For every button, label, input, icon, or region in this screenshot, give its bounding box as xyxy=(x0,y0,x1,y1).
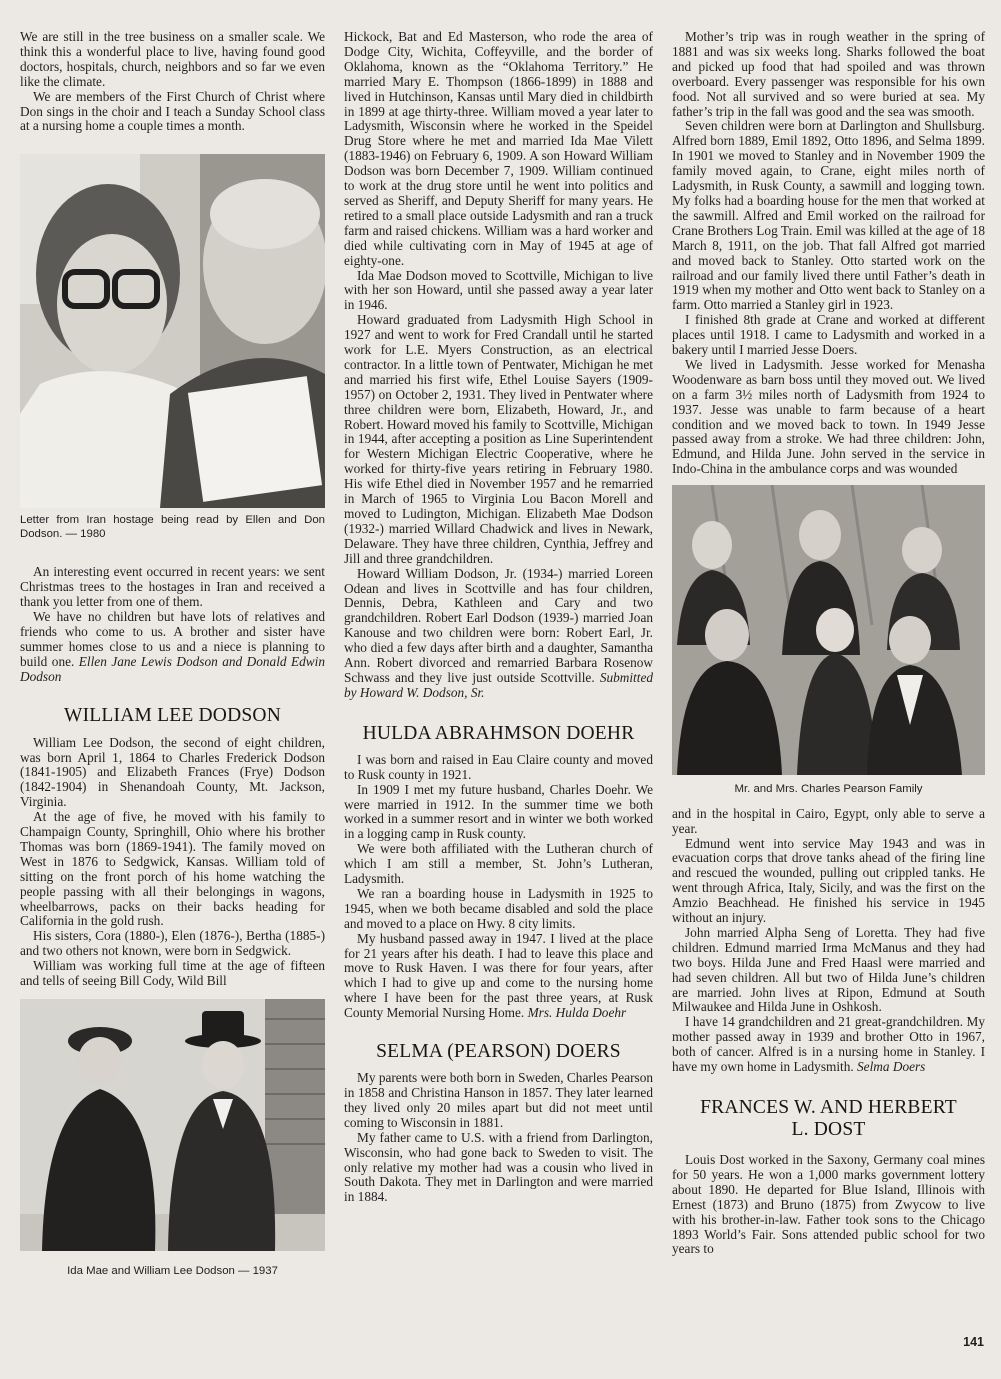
paragraph xyxy=(344,932,653,1021)
paragraph: His sisters, Cora (1880-), Elen (1876-), Bertha (1885-) and two others not known, were born in Sedgwick. xyxy=(20,928,325,959)
paragraph: We ran a boarding house in Ladysmith in 1925 to 1945, when we both became disabled and sold the place and moved to a place on Hwy. 8 city limits. xyxy=(344,885,653,931)
paragraph xyxy=(20,610,325,685)
paragraph: We are still in the tree business on a smaller scale. We think this a wonderful place to live, having found good doctors, hospitals, church, neighbors and so far we even like the climate. xyxy=(20,29,325,89)
paragraph: I was born and raised in Eau Claire county and moved to Rusk county in 1921. xyxy=(344,751,653,782)
column-3 xyxy=(672,30,985,1257)
signature: Mrs. Hulda Doehr xyxy=(527,1005,627,1021)
paragraph-text: We have no children but have lots of relatives and friends who come to us. A brother and sister have summer homes close to us and a niece is planning to build one. xyxy=(20,609,325,669)
photo-pearson-family xyxy=(672,485,985,775)
paragraph: William was working full time at the age of fifteen and tells of seeing Bill Cody, Wild Bill xyxy=(20,958,325,989)
paragraph-text: Howard William Dodson, Jr. (1934-) married Loreen Odean and lives in Scottville and has four children, Dennis, Debra, Kathleen and Cary and two grandchildren. Robert Earl Dodson (1939-) married Joan Kanouse and two children were born: Robert Earl, Jr. who died a few days after birth and a daughter, Samantha Ann. Robert divorced and remarried Barbara Rosenow Schwass and they live just outside Scottville. xyxy=(344,565,653,685)
photo-ida-mae-william-lee-dodson xyxy=(20,999,325,1251)
heading-frances-herbert-dost: FRANCES W. AND HERBERT L. DOST xyxy=(700,1097,957,1140)
column-2 xyxy=(344,30,653,1205)
paragraph: Howard graduated from Ladysmith High School in 1927 and went to work for Fred Crandall until he started work for L.E. Myers Construction, as an electrical contractor. In a little town of Pentwater, Michigan he met and married his first wife, Ethel Louise Sayers (1909-1957) on October 2, 1931. They lived in Pentwater where three children were born, Elizabeth, Howard, Jr., and Robert. Howard moved his family to Scottville, Michigan in 1944, after accepting a position as Line Superintendent for Western Michigan Electric Cooperative, where he worked for thirty-five years retiring in February 1980. His wife Ethel died in November 1957 and he remarried in March of 1965 to Virginia Lou Bacon Morell and moved to Ludington, Michigan. Elizabeth Mae Dodson (1932-) married Willard Chadwick and lives in Newark, Delaware. They have three children, Cynthia, Jeffrey and Jill and three grandchildren. xyxy=(344,312,653,566)
paragraph: Ida Mae Dodson moved to Scottville, Michigan to live with her son Howard, until she passed away a year later in 1946. xyxy=(344,267,653,313)
paragraph: We are members of the First Church of Christ where Don sings in the choir and I teach a Sunday School class at a nursing home a couple times a month. xyxy=(20,88,325,134)
paragraph xyxy=(344,567,653,701)
paragraph: An interesting event occurred in recent years: we sent Christmas trees to the hostages in Iran and received a thank you letter from one of them. xyxy=(20,564,325,610)
signature: Submitted by Howard W. Dodson, Sr. xyxy=(344,669,653,700)
paragraph: and in the hospital in Cairo, Egypt, only able to serve a year. xyxy=(672,805,985,836)
paragraph: At the age of five, he moved with his family to Champaign County, Springhill, Ohio where his brother Thomas was born (1869-1941). The family moved on West in 1876 to Sedgwick, Kansas. William told of sitting on the front porch of his home watching the people passing with all their belongings in wagons, wheelbarrows, packs on their backs heading for California in the gold rush. xyxy=(20,809,325,929)
paragraph: Mother’s trip was in rough weather in the spring of 1881 and was six weeks long. Sharks followed the boat and picked up food that had spoiled and was thrown overboard. Every passenger was responsible for his own food. Not all survived and so were buried at sea. My father’s trip in the fall was good and the sea was smooth. xyxy=(672,29,985,119)
photo-ellen-don-dodson xyxy=(20,154,325,508)
heading-william-lee-dodson: WILLIAM LEE DODSON xyxy=(64,704,281,726)
paragraph: In 1909 I met my future husband, Charles Doehr. We were married in 1912. In the summer time we both worked in a summer resort and in winter we both worked in a logging camp in Rusk county. xyxy=(344,781,653,842)
paragraph: Edmund went into service May 1943 and was in evacuation corps that drove tanks ahead of the firing line and rescued the wounded, pulling out crippled tanks. He went through Africa, Italy, Sicily, and was the first on the Amzio Beachhead. He finished his service in 1945 without an injury. xyxy=(672,835,985,926)
paragraph: Hickock, Bat and Ed Masterson, who rode the area of Dodge City, Wichita, Coffeyville, and the border of Oklahoma, known as the “Oklahoma Territory.” He married Mary E. Thompson (1866-1899) in 1888 and lived in Hutchinson, Kansas until Mary died in childbirth in 1899 at age thirty-three. William moved a year later to Ladysmith, Wisconsin where he worked in the Speidel Drug Store where he met and married Ida Mae Vilett (1883-1946) on February 6, 1909. A son Howard William Dodson was born December 7, 1909. William continued to work at the drug store until he went into politics and served as Sheriff, and Deputy Sheriff for many years. He retired to a small place outside Ladysmith and ran a truck farm and raised chickens. William was a hard worker and died while cultivating corn in May of 1945 at age of eighty-one. xyxy=(344,29,653,268)
paragraph: Seven children were born at Darlington and Shullsburg. Alfred born 1889, Emil 1892, Otto 1896, and Selma 1899. In 1901 we moved to Stanley and in November 1909 the family moved again, to Crane, eight miles north of Ladysmith, in Rusk County, a sawmill and logging town. My folks had a boarding house for the men that worked at the sawmill. Alfred and Emil worked on the railroad for Crane Brothers Log Train. Emil was killed at the age of 18 March 8, 1911, on the job. That fall Alfred got married and moved back to Stanley. Otto started work on the railroad and our family lived there until Father’s death in 1919 when my mother and Otto went back to Stanley on a farm. Otto married a Stanley girl in 1923. xyxy=(672,118,985,313)
photo-ellen-don-dodson-image xyxy=(20,154,325,508)
signature: Selma Doers xyxy=(857,1059,926,1075)
paragraph xyxy=(672,1015,985,1075)
paragraph: Louis Dost worked in the Saxony, Germany coal mines for 50 years. He won a 1,000 marks government lottery about 1890. He departed for Blue Island, Illinois with Ernest (1873) and Bruno (1875) from Zwycow to live with his brother-in-law. Father took sons to the Chicago 1893 World’s Fair. Sons attended public school for two years to xyxy=(672,1152,985,1257)
paragraph: William Lee Dodson, the second of eight children, was born April 1, 1864 to Charles Frederick Dodson (1841-1905) and Elizabeth Frances (Frye) Dodson (1842-1904) in Shenandoah County, Mt. Jackson, Virginia. xyxy=(20,734,325,810)
photo-caption: Letter from Iran hostage being read by Ellen and Don Dodson. — 1980 xyxy=(20,514,325,540)
paragraph: My parents were both born in Sweden, Charles Pearson in 1858 and Christina Hanson in 1857. They later learned they lived only 20 miles apart but did not meet until coming to Wisconsin in 1881. xyxy=(344,1070,653,1130)
column-1 xyxy=(20,30,325,1279)
photo-caption: Mr. and Mrs. Charles Pearson Family xyxy=(734,783,923,796)
paragraph: We lived in Ladysmith. Jesse worked for Menasha Woodenware as barn boss until they moved out. We lived on a farm 3½ miles north of Ladysmith from 1924 to 1937. Jesse was unable to farm because of a heart condition and we moved back to town. In 1949 Jesse passed away from a stroke. We had three children: John, Edmund, and Hilda June. John served in the service in Indo-China in the ambulance corps and was wounded xyxy=(672,356,985,477)
paragraph-text: I have 14 grandchildren and 21 great-grandchildren. My mother passed away in 1939 and brother Otto in 1967, both of cancer. Alfred is in a nursing home in Stanley. I have my own home in Ladysmith. xyxy=(672,1014,985,1075)
signature: Ellen Jane Lewis Dodson and Donald Edwin Dodson xyxy=(20,653,325,684)
paragraph: John married Alpha Seng of Loretta. They had five children. Edmund married Irma McManus and they had two boys. Hilda June and Fred Haasl were married and had seven children. All but two of Hilda June’s children are married. John lives at Ripon, Edmund at South Milwaukee and Hilda June in Oshkosh. xyxy=(672,924,985,1015)
photo-ida-mae-william-lee-dodson-image xyxy=(20,999,325,1251)
photo-caption: Ida Mae and William Lee Dodson — 1937 xyxy=(67,1265,278,1277)
paragraph: We were both affiliated with the Lutheran church of which I am still a member, St. John’s Lutheran, Ladysmith. xyxy=(344,841,653,887)
heading-selma-pearson-doers: SELMA (PEARSON) DOERS xyxy=(376,1041,621,1063)
heading-hulda-abrahmson-doehr: HULDA ABRAHMSON DOEHR xyxy=(362,722,635,744)
photo-pearson-family-image xyxy=(672,485,985,775)
paragraph-text: My husband passed away in 1947. I lived at the place for 21 years after his death. I had to leave this place and move to Rusk Haven. I was there for four years, after which I had to give up and come to the nursing home where I have been for the past three years, at Rusk County Memorial Nursing Home. xyxy=(344,930,653,1021)
paragraph: My father came to U.S. with a friend from Darlington, Wisconsin, who had gone back to Sweden to visit. The only relative my mother had was a cousin who lived in South Dakota. They met in Darlington and were married in 1884. xyxy=(344,1129,653,1205)
page-number: 141 xyxy=(963,1335,984,1349)
paragraph: I finished 8th grade at Crane and worked at different places until 1918. I came to Ladysmith and worked in a bakery until I married Jesse Doers. xyxy=(672,312,985,358)
